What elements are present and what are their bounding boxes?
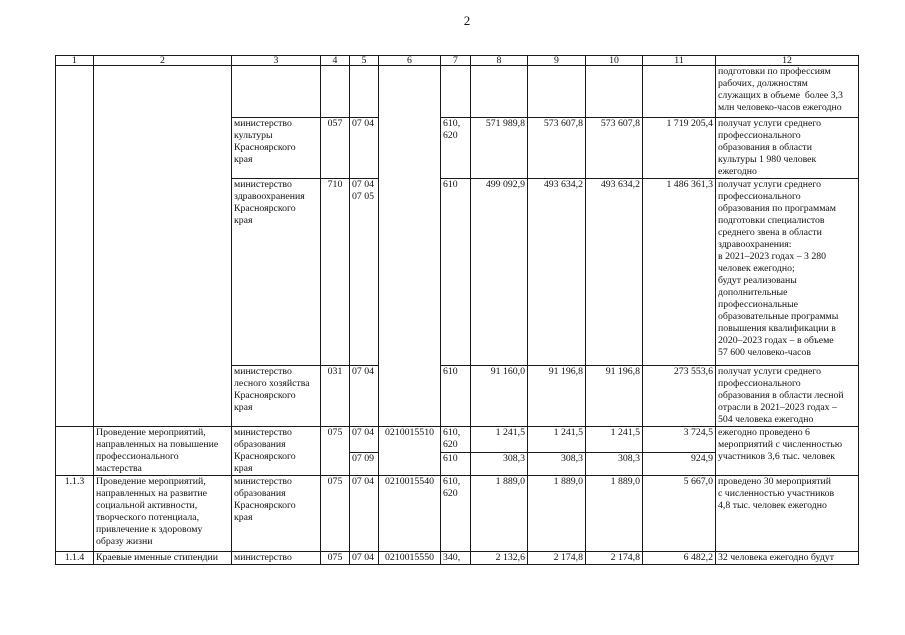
ministry-code-cell: 057 xyxy=(321,118,350,179)
section-code-cell: 07 04 07 05 xyxy=(350,179,379,366)
amount-year1-cell: 1 889,0 xyxy=(471,476,528,552)
amount-year3-cell: 1 889,0 xyxy=(586,476,643,552)
ministry-code-cell: 075 xyxy=(321,427,350,476)
expense-type-cell: 610, 620 xyxy=(441,427,471,453)
ministry-code-cell xyxy=(321,66,350,118)
expected-result-cell: ежегодно проведено 6 мероприятий с численностью участников 3,6 тыс. человек xyxy=(716,427,859,476)
amount-year2-cell: 1 241,5 xyxy=(528,427,586,453)
item-number-cell xyxy=(56,66,94,427)
activity-name-cell: Краевые именные стипендии xyxy=(94,552,232,565)
expense-type-cell: 610 xyxy=(441,179,471,366)
expected-result-cell: получат услуги среднего профессионального образования в области культуры 1 980 человек ежегодно xyxy=(716,118,859,179)
amount-year3-cell xyxy=(586,66,643,118)
section-code-cell: 07 04 xyxy=(350,552,379,565)
table-row xyxy=(56,427,859,453)
ministry-cell xyxy=(232,66,321,118)
amount-year3-cell: 573 607,8 xyxy=(586,118,643,179)
activity-name-cell: Проведение мероприятий, направленных на повышение профессионального мастерства xyxy=(94,427,232,476)
ministry-cell: министерство здравоохранения Красноярского края xyxy=(232,179,321,366)
activity-name-cell xyxy=(94,66,232,427)
amount-year2-cell: 493 634,2 xyxy=(528,179,586,366)
item-number-cell: 1.1.3 xyxy=(56,476,94,552)
page-number: 2 xyxy=(463,13,471,28)
ministry-cell: министерство образования Красноярского края xyxy=(232,476,321,552)
column-number: 7 xyxy=(441,56,471,66)
expense-type-cell: 610 xyxy=(441,366,471,427)
target-code-cell: 0210015540 xyxy=(379,476,441,552)
ministry-cell: министерство лесного хозяйства Красноярского края xyxy=(232,366,321,427)
amount-year2-cell: 308,3 xyxy=(528,452,586,475)
amount-year3-cell: 91 196,8 xyxy=(586,366,643,427)
amount-year3-cell: 1 241,5 xyxy=(586,427,643,453)
amount-year2-cell xyxy=(528,66,586,118)
ministry-cell: министерство образования Красноярского края xyxy=(232,427,321,476)
ministry-code-cell: 710 xyxy=(321,179,350,366)
column-number: 6 xyxy=(379,56,441,66)
amount-year2-cell: 1 889,0 xyxy=(528,476,586,552)
amount-year3-cell: 493 634,2 xyxy=(586,179,643,366)
table-row xyxy=(56,476,859,552)
expense-type-cell: 610 xyxy=(441,452,471,475)
column-number: 1 xyxy=(56,56,94,66)
amount-year2-cell: 2 174,8 xyxy=(528,552,586,565)
section-code-cell: 07 04 xyxy=(350,476,379,552)
column-number: 4 xyxy=(321,56,350,66)
target-code-cell: 0210015550 xyxy=(379,552,441,565)
total-amount-cell: 3 724,5 xyxy=(643,427,716,453)
ministry-code-cell: 075 xyxy=(321,552,350,565)
expected-result-cell: 32 человека ежегодно будут xyxy=(716,552,859,565)
table-row xyxy=(56,552,859,565)
amount-year2-cell: 91 196,8 xyxy=(528,366,586,427)
amount-year1-cell: 308,3 xyxy=(471,452,528,475)
item-number-cell xyxy=(56,427,94,476)
amount-year1-cell: 2 132,6 xyxy=(471,552,528,565)
section-code-cell: 07 04 xyxy=(350,427,379,453)
section-code-cell: 07 04 xyxy=(350,366,379,427)
table-row xyxy=(56,66,859,118)
column-number: 11 xyxy=(643,56,716,66)
total-amount-cell: 1 719 205,4 xyxy=(643,118,716,179)
column-number: 12 xyxy=(716,56,859,66)
total-amount-cell: 1 486 361,3 xyxy=(643,179,716,366)
amount-year3-cell: 308,3 xyxy=(586,452,643,475)
expense-type-cell: 610, 620 xyxy=(441,118,471,179)
expected-result-cell: подготовки по профессиям рабочих, должностям служащих в объеме более 3,3 млн человеко-часов ежегодно xyxy=(716,66,859,118)
amount-year1-cell: 499 092,9 xyxy=(471,179,528,366)
section-code-cell xyxy=(350,66,379,118)
amount-year1-cell: 91 160,0 xyxy=(471,366,528,427)
ministry-code-cell: 031 xyxy=(321,366,350,427)
amount-year1-cell xyxy=(471,66,528,118)
total-amount-cell xyxy=(643,66,716,118)
column-number: 5 xyxy=(350,56,379,66)
section-code-cell: 07 09 xyxy=(350,452,379,475)
expected-result-cell: проведено 30 мероприятий с численностью участников 4,8 тыс. человек ежегодно xyxy=(716,476,859,552)
column-number: 2 xyxy=(94,56,232,66)
ministry-cell: министерство xyxy=(232,552,321,565)
total-amount-cell: 6 482,2 xyxy=(643,552,716,565)
expected-result-cell: получат услуги среднего профессионального образования в области лесной отрасли в 2021–2023 годах – 504 человека ежегодно xyxy=(716,366,859,427)
expense-type-cell: 610, 620 xyxy=(441,476,471,552)
column-number: 9 xyxy=(528,56,586,66)
target-code-cell xyxy=(379,66,441,427)
activity-name-cell: Проведение мероприятий, направленных на развитие социальной активности, творческого потенциала, привлечение к здоровому образу жизни xyxy=(94,476,232,552)
ministry-cell: министерство культуры Красноярского края xyxy=(232,118,321,179)
column-number: 8 xyxy=(471,56,528,66)
total-amount-cell: 924,9 xyxy=(643,452,716,475)
expected-result-cell: получат услуги среднего профессионального образования по программам подготовки специалистов среднего звена в области здравоохранения: в 2021–2023 годах – 3 280 человек ежегодно; будут реализованы дополнительные профессиональные образовательные программы повышения квалификации в 2020–2023 годах – в объеме 57 600 человеко-часов xyxy=(716,179,859,366)
total-amount-cell: 5 667,0 xyxy=(643,476,716,552)
budget-measures-table xyxy=(55,55,859,565)
amount-year1-cell: 571 989,8 xyxy=(471,118,528,179)
amount-year2-cell: 573 607,8 xyxy=(528,118,586,179)
ministry-code-cell: 075 xyxy=(321,476,350,552)
column-number: 10 xyxy=(586,56,643,66)
column-number-row xyxy=(56,56,859,66)
expense-type-cell: 340, xyxy=(441,552,471,565)
amount-year3-cell: 2 174,8 xyxy=(586,552,643,565)
total-amount-cell: 273 553,6 xyxy=(643,366,716,427)
amount-year1-cell: 1 241,5 xyxy=(471,427,528,453)
target-code-cell: 0210015510 xyxy=(379,427,441,476)
column-number: 3 xyxy=(232,56,321,66)
expense-type-cell xyxy=(441,66,471,118)
section-code-cell: 07 04 xyxy=(350,118,379,179)
item-number-cell: 1.1.4 xyxy=(56,552,94,565)
